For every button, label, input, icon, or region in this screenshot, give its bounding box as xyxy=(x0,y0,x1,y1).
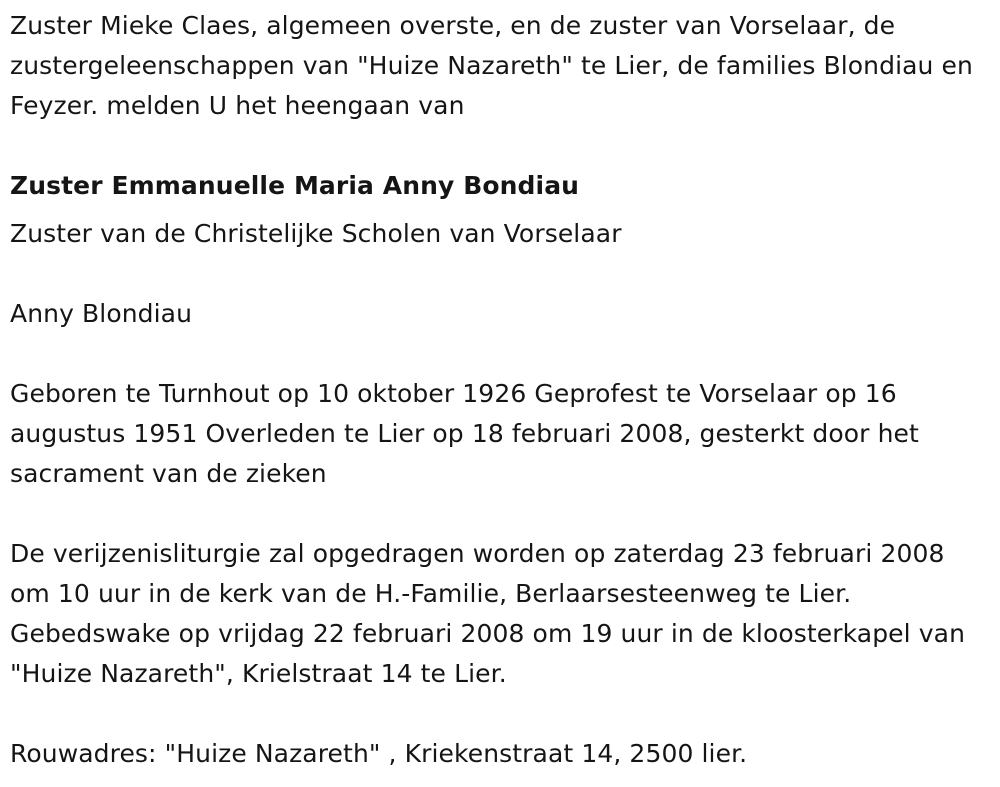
civil-name-text: Anny Blondiau xyxy=(10,299,193,328)
spacer xyxy=(10,694,985,734)
deceased-name: Zuster Emmanuelle Maria Anny Bondiau xyxy=(10,171,580,200)
congregation-text: Zuster van de Christelijke Scholen van Vorselaar xyxy=(10,219,622,248)
spacer xyxy=(10,254,985,294)
address-text: Rouwadres: "Huize Nazareth" , Kriekenstraat 14, 2500 lier. xyxy=(10,739,748,768)
death-notice xyxy=(10,6,985,774)
biography-text: Geboren te Turnhout op 10 oktober 1926 Geprofest te Vorselaar op 16 augustus 1951 Overleden te Lier op 18 februari 2008, gesterkt door het sacrament van de zieken xyxy=(10,379,919,488)
spacer xyxy=(10,126,985,166)
spacer xyxy=(10,334,985,374)
liturgy-text: De verijzenisliturgie zal opgedragen worden op zaterdag 23 februari 2008 om 10 uur in de kerk van de H.-Familie, Berlaarsesteenweg te Lier. Gebedswake op vrijdag 22 februari 2008 om 19 uur in de kloosterkapel van "Huize Nazareth", Krielstraat 14 te Lier. xyxy=(10,539,966,688)
intro-text: Zuster Mieke Claes, algemeen overste, en de zuster van Vorselaar, de zustergeleenschappen van "Huize Nazareth" te Lier, de families Blondiau en Feyzer. melden U het heengaan van xyxy=(10,11,973,120)
spacer xyxy=(10,494,985,534)
